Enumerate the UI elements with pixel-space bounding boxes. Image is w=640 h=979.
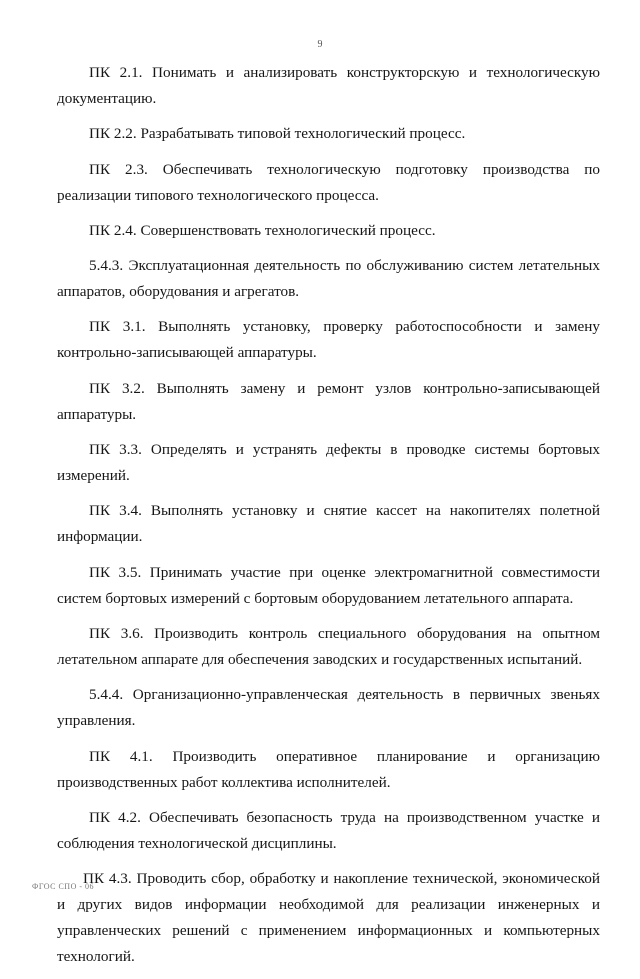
paragraph-pk-3-6: ПК 3.6. Производить контроль специального оборудования на опытном летательном аппарате для обеспечения заводских и государственных испытаний.: [57, 624, 600, 668]
footer-mark: ФГОС СПО - 06: [32, 882, 95, 891]
paragraph-pk-3-5: ПК 3.5. Принимать участие при оценке электромагнитной совместимости систем бортовых измерений с бортовым оборудованием летательного аппарата.: [57, 563, 600, 607]
paragraph-pk-3-2: ПК 3.2. Выполнять замену и ремонт узлов контрольно-записывающей аппаратуры.: [57, 379, 600, 423]
page-number: 9: [317, 39, 323, 50]
document-body: [57, 60, 600, 979]
paragraph-pk-2-2: ПК 2.2. Разрабатывать типовой технологический процесс.: [89, 125, 466, 143]
paragraph-pk-2-3: ПК 2.3. Обеспечивать технологическую подготовку производства по реализации типового технологического процесса.: [57, 160, 600, 204]
section-heading-5-4-4: 5.4.4. Организационно-управленческая деятельность в первичных звеньях управления.: [57, 686, 600, 730]
paragraph-pk-4-3: ПК 4.3. Проводить сбор, обработку и накопление технической, экономической и других видов информации необходимой для реализации инженерных и управленческих решений с применением информационных и компьютерных технологий.: [57, 870, 600, 966]
paragraph-pk-3-3: ПК 3.3. Определять и устранять дефекты в проводке системы бортовых измерений.: [57, 441, 600, 485]
paragraph-pk-3-1: ПК 3.1. Выполнять установку, проверку работоспособности и замену контрольно-записывающей аппаратуры.: [57, 318, 600, 362]
paragraph-pk-4-1: ПК 4.1. Производить оперативное планирование и организацию производственных работ коллектива исполнителей.: [57, 747, 600, 791]
paragraph-pk-3-4: ПК 3.4. Выполнять установку и снятие кассет на накопителях полетной информации.: [57, 502, 600, 546]
paragraph-pk-2-4: ПК 2.4. Совершенствовать технологический процесс.: [89, 221, 436, 239]
section-heading-5-4-3: 5.4.3. Эксплуатационная деятельность по обслуживанию систем летательных аппаратов, оборудования и агрегатов.: [57, 257, 600, 301]
paragraph-pk-2-1: ПК 2.1. Понимать и анализировать конструкторскую и технологическую документацию.: [57, 64, 600, 107]
paragraph-pk-4-2: ПК 4.2. Обеспечивать безопасность труда на производственном участке и соблюдения технологической дисциплины.: [57, 808, 600, 852]
